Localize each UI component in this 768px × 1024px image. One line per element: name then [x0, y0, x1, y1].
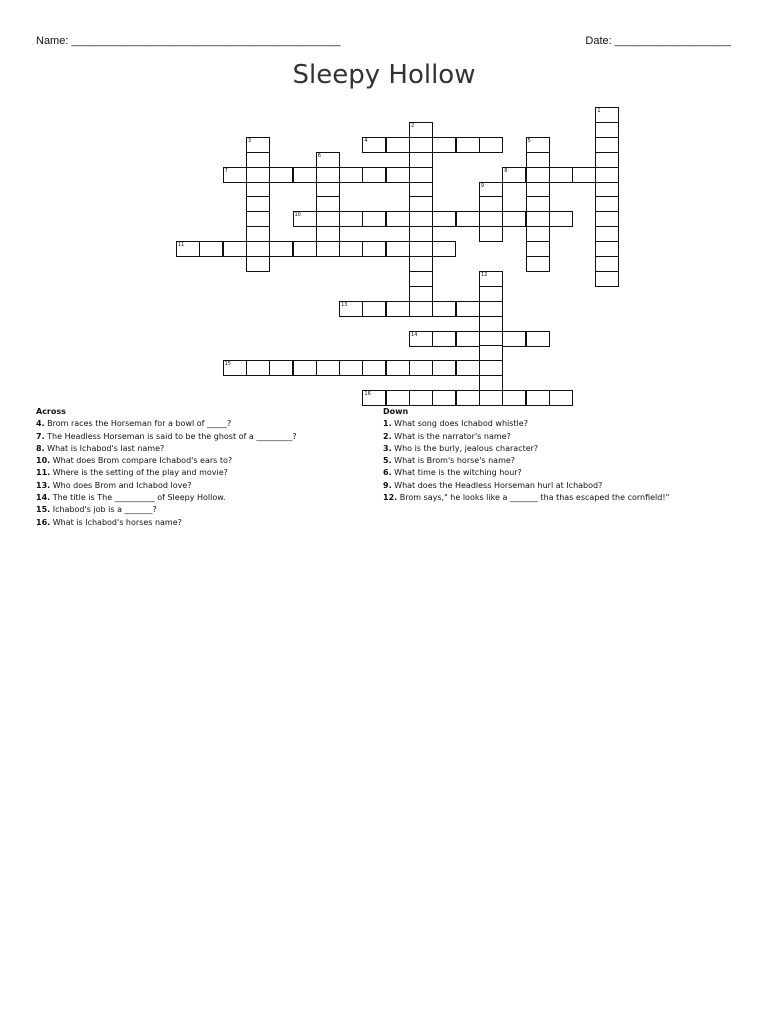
grid-cell[interactable] — [456, 331, 480, 347]
grid-cell[interactable] — [502, 167, 526, 183]
clue-text: What is Brom's horse's name? — [394, 456, 516, 466]
grid-cell[interactable] — [246, 256, 270, 272]
clue-number: 6. — [383, 468, 392, 478]
grid-cell[interactable] — [409, 301, 433, 317]
clue-number: 13. — [36, 480, 51, 490]
grid-cell[interactable] — [432, 331, 456, 347]
cell-number: 8 — [504, 167, 508, 174]
grid-cell[interactable] — [432, 301, 456, 317]
grid-cell[interactable] — [386, 211, 410, 227]
clue-text: What is Ichabod's horses name? — [52, 517, 182, 527]
grid-cell[interactable] — [572, 167, 596, 183]
grid-cell[interactable] — [176, 241, 200, 257]
grid-cell[interactable] — [293, 241, 317, 257]
across-heading: Across — [36, 407, 66, 416]
grid-cell[interactable] — [595, 107, 619, 123]
grid-cell[interactable] — [456, 301, 480, 317]
cell-number: 15 — [224, 361, 231, 368]
grid-cell[interactable] — [409, 226, 433, 242]
cell-number: 9 — [480, 182, 485, 189]
crossword-grid — [0, 0, 768, 420]
grid-cell[interactable] — [479, 226, 503, 242]
grid-cell[interactable] — [293, 167, 317, 183]
grid-cell[interactable] — [479, 331, 503, 347]
grid-cell[interactable] — [595, 211, 619, 227]
grid-cell[interactable] — [479, 286, 503, 302]
cell-number: 7 — [224, 167, 228, 174]
grid-cell[interactable] — [293, 360, 317, 376]
down-heading: Down — [383, 407, 409, 416]
grid-cell[interactable] — [526, 182, 550, 198]
grid-cell[interactable] — [479, 271, 503, 287]
grid-cell[interactable] — [269, 167, 293, 183]
grid-cell[interactable] — [409, 360, 433, 376]
grid-cell[interactable] — [316, 152, 340, 168]
grid-cell[interactable] — [526, 137, 550, 153]
grid-cell[interactable] — [502, 211, 526, 227]
clue-number: 12. — [383, 493, 398, 503]
grid-cell[interactable] — [316, 211, 340, 227]
grid-cell[interactable] — [549, 390, 573, 406]
grid-cell[interactable] — [409, 137, 433, 153]
cell-number: 10 — [294, 212, 301, 219]
grid-cell[interactable] — [479, 390, 503, 406]
grid-cell[interactable] — [409, 390, 433, 406]
grid-cell[interactable] — [456, 211, 480, 227]
clue-text: What time is the witching hour? — [394, 468, 522, 478]
grid-cell[interactable] — [432, 360, 456, 376]
across-clue — [36, 418, 297, 430]
grid-cell[interactable] — [432, 137, 456, 153]
grid-cell[interactable] — [362, 241, 386, 257]
grid-cell[interactable] — [339, 167, 363, 183]
grid-cell[interactable] — [549, 167, 573, 183]
cell-number: 13 — [341, 301, 348, 308]
down-clue — [383, 480, 669, 492]
clue-text: Who does Brom and Ichabod love? — [52, 480, 192, 490]
grid-cell[interactable] — [362, 301, 386, 317]
grid-cell[interactable] — [409, 122, 433, 138]
grid-cell[interactable] — [316, 241, 340, 257]
clue-number: 16. — [36, 517, 51, 527]
grid-cell[interactable] — [223, 167, 247, 183]
grid-cell[interactable] — [456, 137, 480, 153]
grid-cell[interactable] — [409, 331, 433, 347]
grid-cell[interactable] — [526, 167, 550, 183]
grid-cell[interactable] — [595, 271, 619, 287]
grid-cell[interactable] — [409, 152, 433, 168]
grid-cell[interactable] — [246, 137, 270, 153]
cell-number: 14 — [411, 331, 418, 338]
grid-cell[interactable] — [409, 211, 433, 227]
grid-cell[interactable] — [409, 271, 433, 287]
down-clue — [383, 443, 669, 455]
grid-cell[interactable] — [526, 211, 550, 227]
clue-text: What song does Ichabod whistle? — [394, 419, 528, 429]
clue-text: Who is the burly, jealous character? — [394, 443, 539, 453]
date-field[interactable]: Date: ___________________ — [585, 35, 731, 47]
cell-number: 16 — [364, 391, 371, 398]
cell-number: 6 — [317, 152, 321, 159]
grid-cell[interactable] — [502, 390, 526, 406]
clue-number: 5. — [383, 456, 392, 466]
across-clue — [36, 504, 297, 516]
grid-cell[interactable] — [223, 241, 247, 257]
clue-number: 4. — [36, 419, 45, 429]
grid-cell[interactable] — [479, 137, 503, 153]
grid-cell[interactable] — [479, 360, 503, 376]
grid-cell[interactable] — [293, 211, 317, 227]
cell-number: 4 — [364, 137, 368, 144]
clue-text: Brom says," he looks like a _______ tha thas escaped the cornfield!" — [399, 493, 670, 503]
across-clue — [36, 517, 297, 529]
grid-cell[interactable] — [595, 196, 619, 212]
grid-cell[interactable] — [595, 137, 619, 153]
grid-cell[interactable] — [223, 360, 247, 376]
grid-cell[interactable] — [316, 226, 340, 242]
grid-cell[interactable] — [479, 182, 503, 198]
clue-text: Brom races the Horseman for a bowl of _____? — [47, 419, 232, 429]
grid-cell[interactable] — [432, 241, 456, 257]
down-clue — [383, 431, 669, 443]
grid-cell[interactable] — [246, 241, 270, 257]
grid-cell[interactable] — [362, 137, 386, 153]
grid-cell[interactable] — [595, 167, 619, 183]
grid-cell[interactable] — [502, 331, 526, 347]
grid-cell[interactable] — [479, 301, 503, 317]
clue-number: 15. — [36, 505, 51, 515]
clue-number: 10. — [36, 456, 51, 466]
grid-cell[interactable] — [246, 182, 270, 198]
grid-cell[interactable] — [246, 167, 270, 183]
grid-cell[interactable] — [316, 196, 340, 212]
grid-cell[interactable] — [526, 196, 550, 212]
grid-cell[interactable] — [316, 167, 340, 183]
grid-cell[interactable] — [316, 360, 340, 376]
grid-cell[interactable] — [316, 182, 340, 198]
grid-cell[interactable] — [362, 167, 386, 183]
grid-cell[interactable] — [362, 390, 386, 406]
clue-number: 11. — [36, 468, 51, 478]
across-clue — [36, 480, 297, 492]
grid-cell[interactable] — [339, 241, 363, 257]
grid-cell[interactable] — [269, 360, 293, 376]
across-clue — [36, 443, 297, 455]
grid-cell[interactable] — [595, 241, 619, 257]
cell-number: 11 — [178, 242, 185, 249]
clue-number: 1. — [383, 419, 392, 429]
grid-cell[interactable] — [479, 316, 503, 332]
clue-text: What is Ichabod's last name? — [47, 443, 165, 453]
grid-cell[interactable] — [199, 241, 223, 257]
grid-cell[interactable] — [246, 211, 270, 227]
cell-number: 12 — [480, 271, 488, 278]
across-clue — [36, 467, 297, 479]
grid-cell[interactable] — [526, 226, 550, 242]
clue-number: 2. — [383, 431, 392, 441]
grid-cell[interactable] — [246, 226, 270, 242]
cell-number: 3 — [247, 137, 252, 144]
clue-number: 8. — [36, 443, 45, 453]
grid-cell[interactable] — [479, 196, 503, 212]
grid-cell[interactable] — [409, 256, 433, 272]
grid-cell[interactable] — [409, 182, 433, 198]
grid-cell[interactable] — [595, 122, 619, 138]
clue-number: 3. — [383, 443, 392, 453]
clue-number: 14. — [36, 493, 51, 503]
across-clue — [36, 455, 297, 467]
cell-number: 2 — [411, 122, 415, 129]
grid-cell[interactable] — [386, 360, 410, 376]
grid-cell[interactable] — [409, 286, 433, 302]
grid-cell[interactable] — [595, 226, 619, 242]
clue-text: Where is the setting of the play and movie? — [52, 468, 228, 478]
grid-cell[interactable] — [409, 196, 433, 212]
grid-cell[interactable] — [526, 152, 550, 168]
clue-text: Ichabod's job is a _______? — [52, 505, 157, 515]
grid-cell[interactable] — [246, 360, 270, 376]
clue-number: 7. — [36, 431, 45, 441]
grid-cell[interactable] — [386, 137, 410, 153]
across-clue — [36, 431, 297, 443]
cell-number: 1 — [597, 108, 601, 114]
grid-cell[interactable] — [339, 360, 363, 376]
clue-text: What does Brom compare Ichabod's ears to? — [52, 456, 233, 466]
clue-text: The Headless Horseman is said to be the ghost of a _________? — [47, 431, 297, 441]
grid-cell[interactable] — [386, 167, 410, 183]
down-clue — [383, 492, 669, 504]
grid-cell[interactable] — [362, 360, 386, 376]
grid-cell[interactable] — [595, 152, 619, 168]
grid-cell[interactable] — [432, 211, 456, 227]
down-clues — [383, 406, 669, 504]
cell-number: 5 — [527, 137, 531, 144]
grid-cell[interactable] — [386, 241, 410, 257]
grid-cell[interactable] — [409, 241, 433, 257]
name-field[interactable]: Name: ____________________________________________ — [36, 35, 341, 47]
grid-cell[interactable] — [595, 182, 619, 198]
grid-cell[interactable] — [456, 390, 480, 406]
grid-cell[interactable] — [526, 241, 550, 257]
clue-text: The title is The __________ of Sleepy Hollow. — [52, 493, 226, 503]
down-clue — [383, 467, 669, 479]
grid-cell[interactable] — [479, 211, 503, 227]
grid-cell[interactable] — [456, 360, 480, 376]
grid-cell[interactable] — [432, 390, 456, 406]
grid-cell[interactable] — [526, 390, 550, 406]
grid-cell[interactable] — [269, 241, 293, 257]
grid-cell[interactable] — [246, 152, 270, 168]
grid-cell[interactable] — [595, 256, 619, 272]
grid-cell[interactable] — [549, 211, 573, 227]
grid-cell[interactable] — [339, 211, 363, 227]
grid-cell[interactable] — [479, 375, 503, 391]
grid-cell[interactable] — [479, 345, 503, 361]
grid-cell[interactable] — [246, 196, 270, 212]
grid-cell[interactable] — [362, 211, 386, 227]
page-title: Sleepy Hollow — [292, 60, 476, 90]
clue-text: What is the narrator's name? — [394, 431, 511, 441]
clue-text: What does the Headless Horseman hurl at Ichabod? — [394, 480, 603, 490]
grid-cell[interactable] — [526, 256, 550, 272]
grid-cell[interactable] — [386, 301, 410, 317]
grid-cell[interactable] — [526, 331, 550, 347]
down-clue — [383, 418, 669, 430]
across-clue — [36, 492, 297, 504]
grid-cell[interactable] — [386, 390, 410, 406]
clue-number: 9. — [383, 480, 392, 490]
down-clue — [383, 455, 669, 467]
grid-cell[interactable] — [409, 167, 433, 183]
across-clues — [36, 406, 297, 529]
grid-cell[interactable] — [339, 301, 363, 317]
